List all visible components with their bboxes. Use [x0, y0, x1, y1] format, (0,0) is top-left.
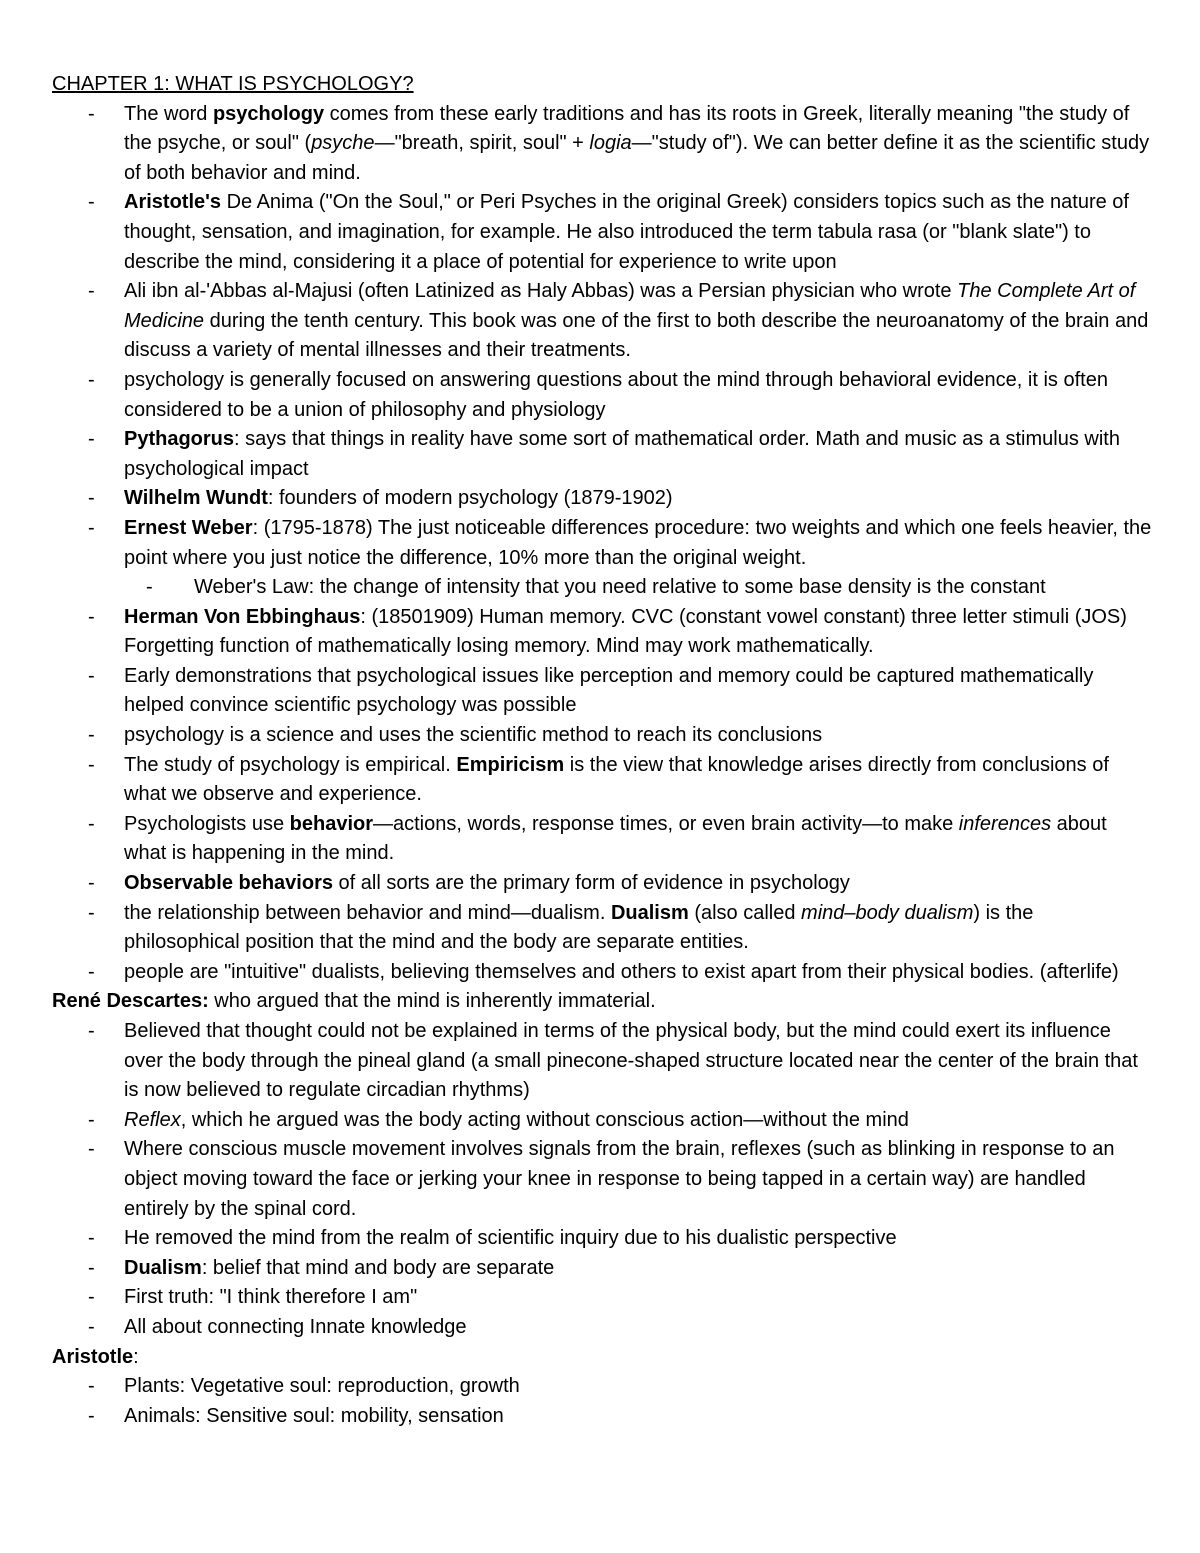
- sub-list-item: - Weber's Law: the change of intensity that you need relative to some base density is the constant: [124, 573, 1152, 603]
- list-item: - Herman Von Ebbinghaus: (18501909) Human memory. CVC (constant vowel constant) three letter stimuli (JOS) Forgetting function of mathematically losing memory. Mind may work mathematically.: [52, 603, 1152, 662]
- chapter-title: CHAPTER 1: WHAT IS PSYCHOLOGY?: [52, 73, 414, 95]
- aristotle-bullet-list: [52, 1372, 1152, 1431]
- intro-bullet-list: [52, 100, 1152, 988]
- list-item: - Early demonstrations that psychological issues like perception and memory could be captured mathematically helped convince scientific psychology was possible: [52, 662, 1152, 721]
- list-item: - Observable behaviors of all sorts are the primary form of evidence in psychology: [52, 869, 1152, 899]
- list-item: - Believed that thought could not be explained in terms of the physical body, but the mind could exert its influence over the body through the pineal gland (a small pinecone-shaped structure located near the center of the brain that is now believed to regulate circadian rhythms): [52, 1017, 1152, 1106]
- list-item: - He removed the mind from the realm of scientific inquiry due to his dualistic perspective: [52, 1224, 1152, 1254]
- list-item: - Dualism: belief that mind and body are separate: [52, 1254, 1152, 1284]
- list-item: - the relationship between behavior and mind—dualism. Dualism (also called mind–body dualism) is the philosophical position that the mind and the body are separate entities.: [52, 899, 1152, 958]
- list-item: - Aristotle's De Anima ("On the Soul," or Peri Psyches in the original Greek) considers topics such as the nature of thought, sensation, and imagination, for example. He also introduced the term tabula rasa (or "blank slate") to describe the mind, considering it a place of potential for experience to write upon: [52, 188, 1152, 277]
- list-item: - The word psychology comes from these early traditions and has its roots in Greek, literally meaning "the study of the psyche, or soul" (psyche—"breath, spirit, soul" + logia—"study of"). We can better define it as the scientific study of both behavior and mind.: [52, 100, 1152, 189]
- list-item: - Ali ibn al-'Abbas al-Majusi (often Latinized as Haly Abbas) was a Persian physician who wrote The Complete Art of Medicine during the tenth century. This book was one of the first to both describe the neuroanatomy of the brain and discuss a variety of mental illnesses and their treatments.: [52, 277, 1152, 366]
- document-page: [52, 70, 1152, 1431]
- aristotle-heading: Aristotle:: [52, 1345, 139, 1368]
- list-item: - Psychologists use behavior—actions, words, response times, or even brain activity—to make inferences about what is happening in the mind.: [52, 810, 1152, 869]
- list-item: - Ernest Weber: (1795-1878) The just noticeable differences procedure: two weights and which one feels heavier, the point where you just notice the difference, 10% more than the original weight. - Weber's Law: the change of intensity that you need relative to some base density is the constant: [52, 514, 1152, 603]
- list-item: - people are "intuitive" dualists, believing themselves and others to exist apart from their physical bodies. (afterlife): [52, 958, 1152, 988]
- list-item: - The study of psychology is empirical. Empiricism is the view that knowledge arises directly from conclusions of what we observe and experience.: [52, 751, 1152, 810]
- list-item: - Pythagorus: says that things in reality have some sort of mathematical order. Math and music as a stimulus with psychological impact: [52, 425, 1152, 484]
- list-item: - psychology is generally focused on answering questions about the mind through behavioral evidence, it is often considered to be a union of philosophy and physiology: [52, 366, 1152, 425]
- list-item: - Where conscious muscle movement involves signals from the brain, reflexes (such as blinking in response to an object moving toward the face or jerking your knee in response to being tapped in a certain way) are handled entirely by the spinal cord.: [52, 1135, 1152, 1224]
- list-item: - Wilhelm Wundt: founders of modern psychology (1879-1902): [52, 484, 1152, 514]
- list-item: - Animals: Sensitive soul: mobility, sensation: [52, 1402, 1152, 1432]
- list-item: - All about connecting Innate knowledge: [52, 1313, 1152, 1343]
- list-item: - Plants: Vegetative soul: reproduction, growth: [52, 1372, 1152, 1402]
- list-item: - First truth: "I think therefore I am": [52, 1283, 1152, 1313]
- list-item: - Reflex, which he argued was the body acting without conscious action—without the mind: [52, 1106, 1152, 1136]
- sub-bullet-list: [124, 573, 1152, 603]
- list-item: - psychology is a science and uses the scientific method to reach its conclusions: [52, 721, 1152, 751]
- descartes-heading: René Descartes: who argued that the mind is inherently immaterial.: [52, 990, 656, 1013]
- descartes-bullet-list: [52, 1017, 1152, 1343]
